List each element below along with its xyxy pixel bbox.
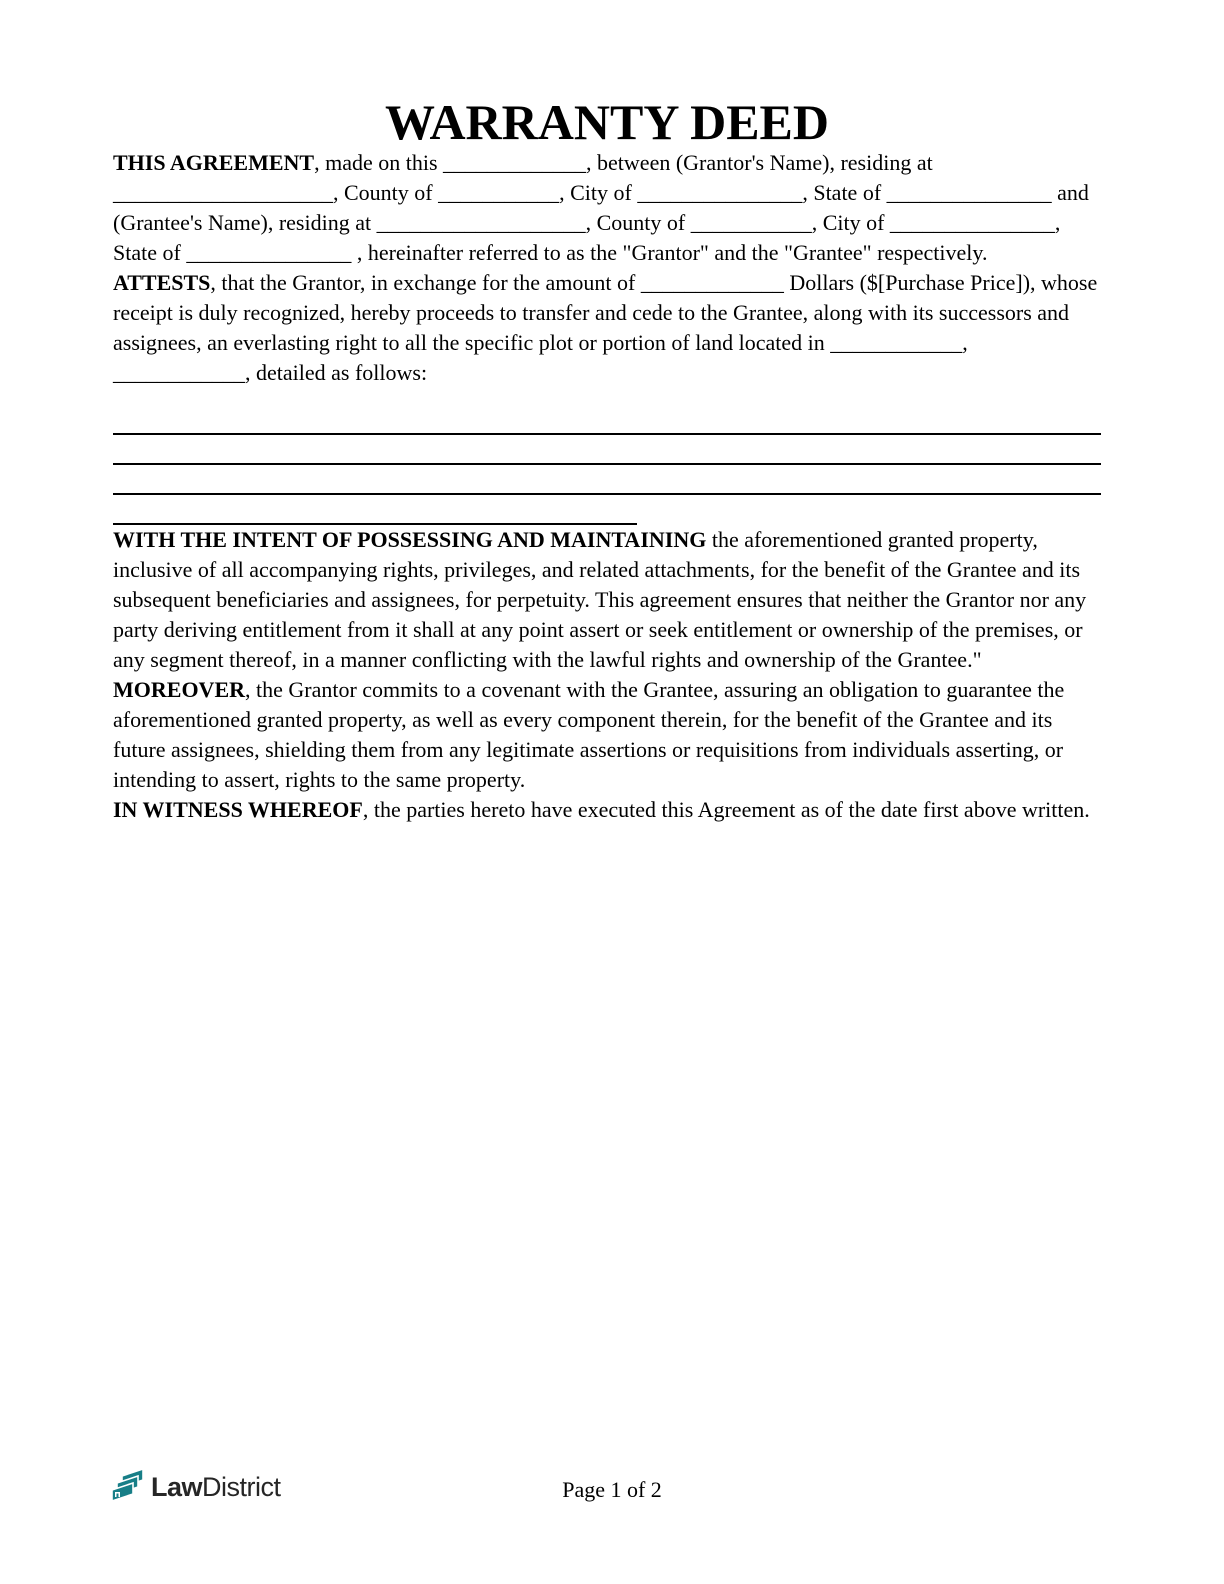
- document-title: WARRANTY DEED: [384, 94, 830, 150]
- clause-body-this-agreement: , made on this _____________, between (Grantor's Name), residing at ____________________, County of ___________, City of _______________, State of _______________ and (Grantee's Name), residing at ___________________, County of ___________, City of _______________, State of _______________ , hereinafter referred to as the "Grantor" and the "Grantee" respectively.: [113, 150, 1089, 265]
- clause-witness: [113, 795, 1101, 825]
- property-description-line-2: [113, 463, 1101, 465]
- clause-intent: [113, 525, 1101, 675]
- lawdistrict-logo-text-rest: District: [202, 1471, 281, 1502]
- document-content: [0, 96, 1224, 825]
- clause-body-moreover: , the Grantor commits to a covenant with the Grantee, assuring an obligation to guarantee the aforementioned granted property, as well as every component therein, for the benefit of the Grantee and its future assignees, shielding them from any legitimate assertions or requisitions from individuals asserting, or intending to assert, rights to the same property.: [113, 677, 1065, 792]
- clause-lead-witness: IN WITNESS WHEREOF: [113, 797, 363, 822]
- property-description-line-1: [113, 433, 1101, 435]
- clause-moreover: [113, 675, 1101, 795]
- clause-body-intent: the aforementioned granted property, inclusive of all accompanying rights, privileges, and related attachments, for the benefit of the Grantee and its subsequent beneficiaries and assignees, for perpetuity. This agreement ensures that neither the Grantor nor any party deriving entitlement from it shall at any point assert or seek entitlement or ownership of the premises, or any segment thereof, in a manner conflicting with the lawful rights and ownership of the Grantee.": [113, 527, 1087, 672]
- clause-lead-moreover: MOREOVER: [113, 677, 245, 702]
- clause-body-attests: , that the Grantor, in exchange for the amount of _____________ Dollars ($[Purchase Price]), whose receipt is duly recognized, hereby proceeds to transfer and cede to the Grantee, along with its successors and assignees, an everlasting right to all the specific plot or portion of land located in ____________, ____________, detailed as follows:: [113, 270, 1098, 385]
- clause-lead-intent: WITH THE INTENT OF POSSESSING AND MAINTAINING: [113, 527, 707, 552]
- clause-attests: [113, 268, 1101, 388]
- clause-body-witness: , the parties hereto have executed this Agreement as of the date first above written.: [362, 797, 1090, 822]
- page-indicator: Page 1 of 2: [562, 1477, 662, 1502]
- clause-lead-this-agreement: THIS AGREEMENT: [113, 150, 315, 175]
- property-description-write-in-lines: [113, 433, 1101, 525]
- lawdistrict-logo-text-bold: Law: [151, 1471, 203, 1502]
- clause-this-agreement: [113, 148, 1101, 268]
- clause-lead-attests: ATTESTS: [113, 270, 211, 295]
- property-description-line-3: [113, 493, 1101, 495]
